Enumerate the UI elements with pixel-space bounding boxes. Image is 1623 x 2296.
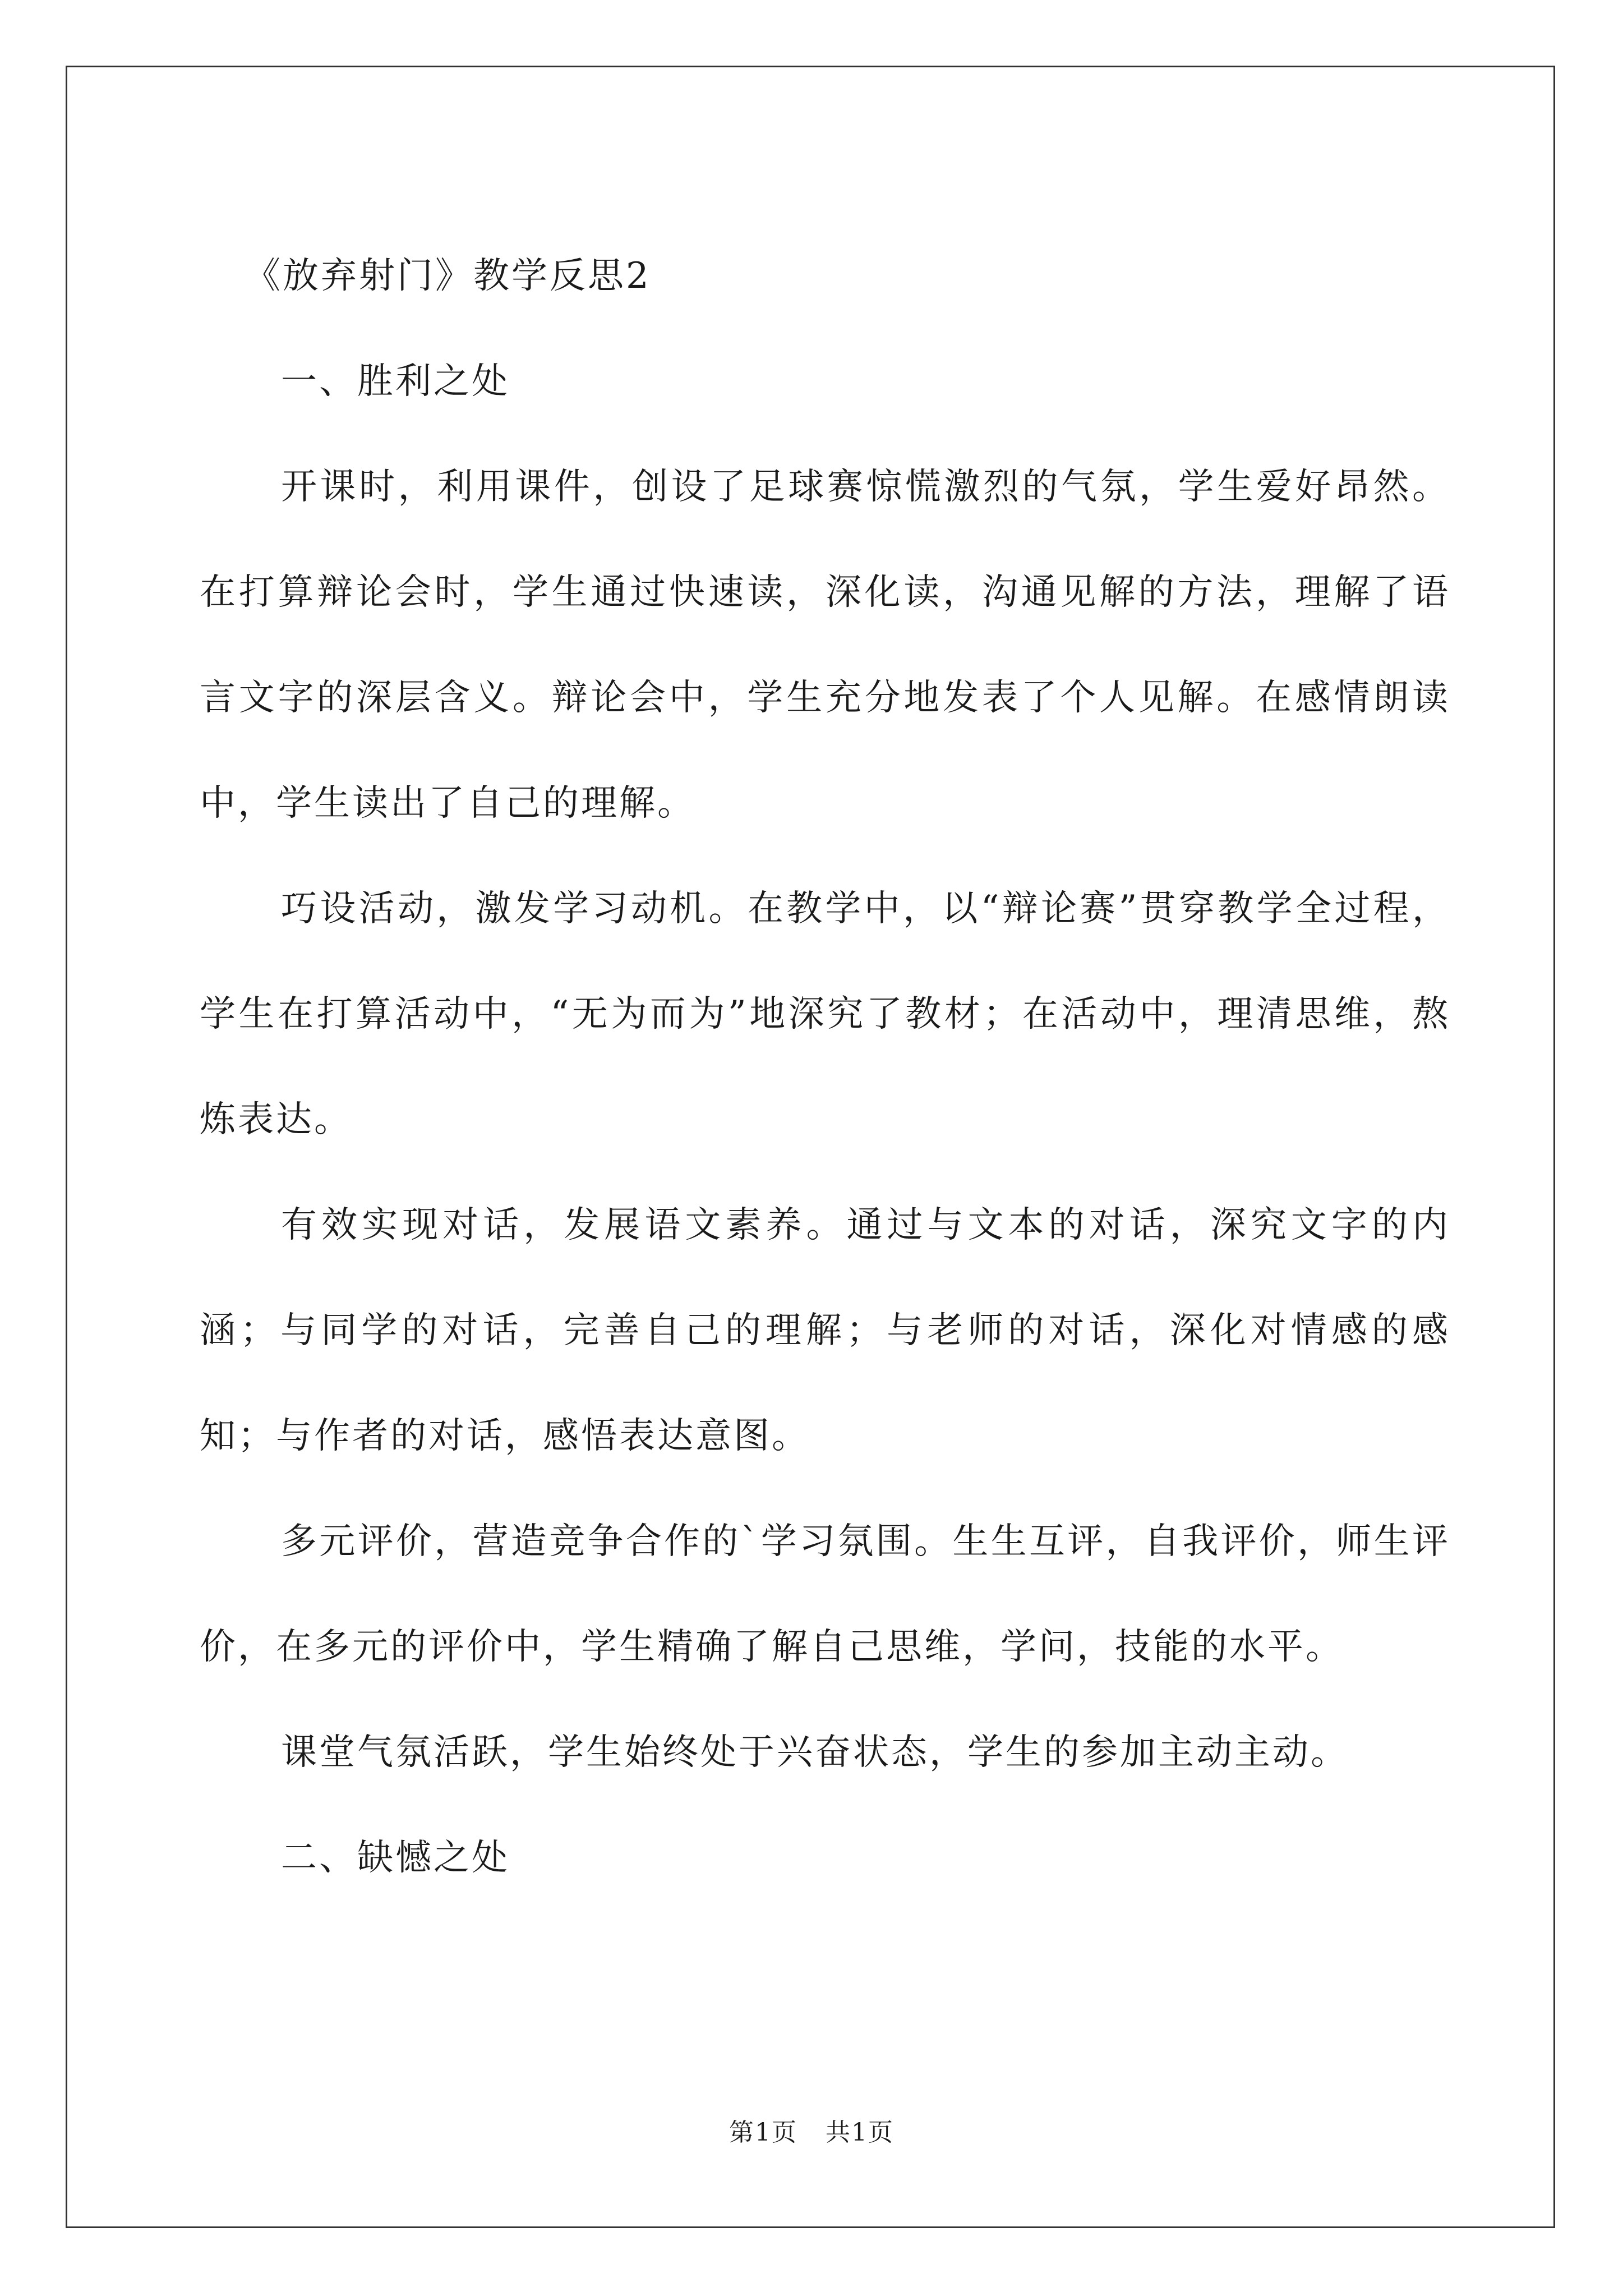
section-heading-regrets: 二、缺憾之处 xyxy=(281,1837,510,1879)
page-number-current: 第1页 xyxy=(729,2118,797,2147)
document-body xyxy=(200,223,1450,1911)
document-title: 《放弃射门》教学反思2 xyxy=(245,255,651,297)
page-footer xyxy=(0,2112,1623,2148)
paragraph-4: 多元评价，营造竞争合作的`学习氛围。生生互评，自我评价，师生评价，在多元的评价中，学生精确了解自己思维，学问，技能的水平。 xyxy=(200,1521,1450,1668)
paragraph-2: 巧设活动，激发学习动机。在教学中，以“辩论赛”贯穿教学全过程，学生在打算活动中，“无为而为”地深究了教材；在活动中，理清思维，熬炼表达。 xyxy=(200,888,1450,1140)
page-number-total: 共1页 xyxy=(826,2118,894,2147)
paragraph-1: 开课时，利用课件，创设了足球赛惊慌激烈的气氛，学生爱好昂然。在打算辩论会时，学生通过快速读，深化读，沟通见解的方法，理解了语言文字的深层含义。辩论会中，学生充分地发表了个人见解。在感情朗读中，学生读出了自己的理解。 xyxy=(200,466,1450,824)
paragraph-3: 有效实现对话，发展语文素养。通过与文本的对话，深究文字的内涵；与同学的对话，完善自己的理解；与老师的对话，深化对情感的感知；与作者的对话，感悟表达意图。 xyxy=(200,1204,1450,1457)
paragraph-5: 课堂气氛活跃，学生始终处于兴奋状态，学生的参加主动主动。 xyxy=(281,1732,1349,1773)
section-heading-success: 一、胜利之处 xyxy=(281,361,510,402)
